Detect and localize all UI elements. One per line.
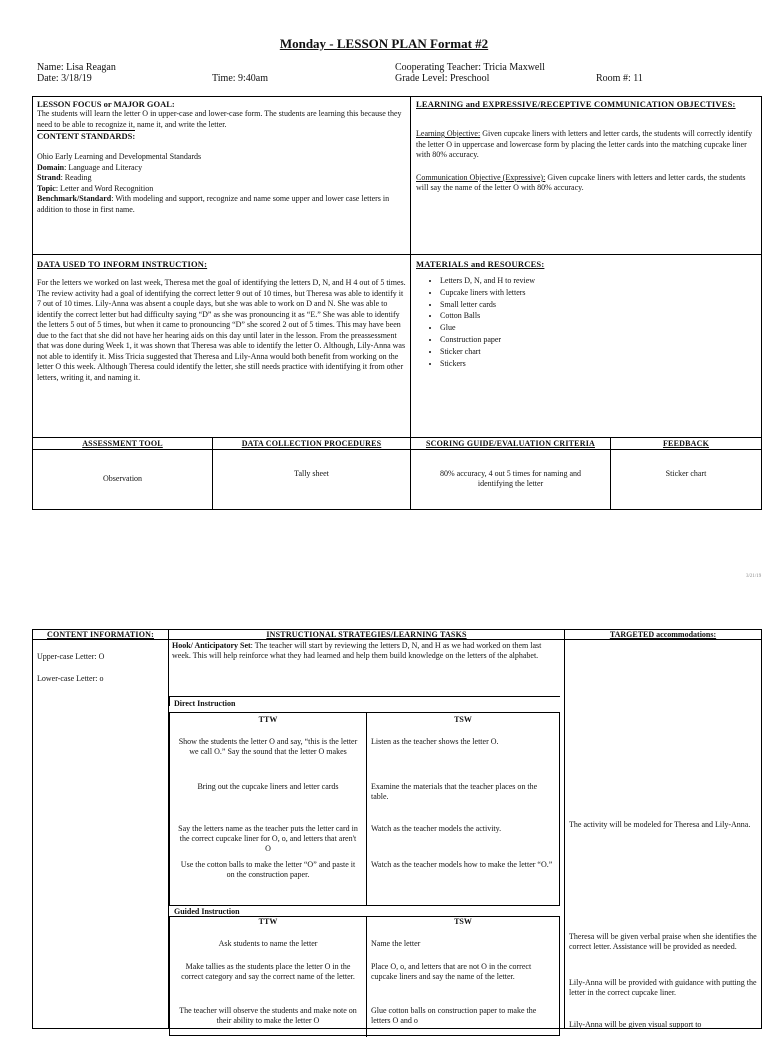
direct-instruction-label: Direct Instruction [174,699,236,708]
materials-label: MATERIALS and RESOURCES: [416,259,545,269]
lesson-time: Time: 9:40am [212,73,269,84]
targeted-accommodations-cell [564,639,762,1029]
tsw-header-guided: TSW [454,917,472,926]
content-info-header: CONTENT INFORMATION: [32,629,169,640]
direct-instruction-table [169,712,560,906]
student-name: Name: Lisa Reagan [37,62,116,73]
communication-objective: Communication Objective (Expressive): Given cupcake liners with letters and letter cards, the students will say the name of the letter O with 80% accuracy. [416,172,746,192]
objectives-label: LEARNING and EXPRESSIVE/RECEPTIVE COMMUNICATION OBJECTIVES: [416,99,736,109]
materials-box [410,254,762,438]
upper-case-letter: Upper-case Letter: O [37,652,105,661]
tsw-header: TSW [454,715,472,724]
material-item: • Glue [440,322,756,334]
data-used-box [32,254,411,438]
standards-line: Ohio Early Learning and Developmental Standards [37,152,202,161]
page-title: Monday - LESSON PLAN Format #2 [279,36,489,51]
ttw-header: TTW [258,715,278,724]
data-used-label: DATA USED TO INFORM INSTRUCTION: [37,259,208,269]
guided-instruction-table [169,916,560,1036]
tsw-direct-3: Watch as the teacher models the activity. [371,824,502,833]
standards-strand: Strand: Reading [37,173,92,182]
material-item: • Cupcake liners with letters [440,287,756,299]
material-item: • Sticker chart [440,346,756,358]
focus-standards-box [32,96,411,255]
material-item: • Cotton Balls [440,310,756,322]
material-item: • Stickers [440,358,756,370]
lesson-date: Date: 3/18/19 [37,73,92,84]
standards-benchmark: Benchmark/Standard: With modeling and support, recognize and name some upper and lower case letters in addition to those in first name. [37,194,390,214]
standards-domain: Domain: Language and Literacy [37,162,143,172]
assessment-tool-value: Observation [32,449,213,510]
cooperating-teacher: Cooperating Teacher: Tricia Maxwell [395,62,545,73]
scoring-guide-value: 80% accuracy, 4 out 5 times for naming and identifying the letter [410,449,611,510]
feedback-header: FEEDBACK [610,437,762,450]
focus-text: The students will learn the letter O in upper-case and lower-case form. The students are learning this because they need to be able to recognize it, name it, and write the letter. [37,109,402,129]
tsw-direct-2: Examine the materials that the teacher places on the table. [371,782,538,801]
guided-instruction-label: Guided Instruction [174,907,240,916]
room-number: Room #: 11 [596,73,643,84]
learning-objective: Learning Objective: Given cupcake liners with letters and letter cards, the students will correctly identify the letter O in uppercase and lowercase form by placing the letter cards into the matching cupcake liner with 80% accuracy. [416,129,753,159]
material-item: • Letters D, N, and H to review [440,275,756,287]
page-mark: 3/21/19 [746,574,762,579]
feedback-value: Sticker chart [610,449,762,510]
tsw-direct-1: Listen as the teacher shows the letter O. [371,737,499,746]
ttw-direct-4: Use the cotton balls to make the letter “O” and paste it on the construction paper. [180,860,356,879]
tsw-direct-4: Watch as the teacher models how to make the letter “O.” [371,860,553,869]
ttw-direct-3: Say the letters name as the teacher puts the letter card in the correct cupcake liner for O, o, and letters that aren't O [178,824,358,853]
materials-list [416,275,756,369]
strategies-cell [168,639,565,1029]
standards-topic: Topic: Letter and Word Recognition [37,183,154,193]
standards-label: CONTENT STANDARDS: [37,131,136,141]
ttw-guided-1: Ask students to name the letter [218,939,318,948]
objectives-box [410,96,762,255]
content-info-cell [32,639,169,1029]
tsw-guided-3: Glue cotton balls on construction paper to make the letters O and o [371,1006,537,1025]
ttw-guided-3: The teacher will observe the students and make note on their ability to make the letter O [179,1006,357,1025]
targeted-header: TARGETED accommodations: [564,629,762,640]
ttw-guided-2: Make tallies as the students place the letter O in the correct category and say the correct name of the letter. [181,962,355,981]
data-collection-header: DATA COLLECTION PROCEDURES [212,437,411,450]
scoring-guide-header: SCORING GUIDE/EVALUATION CRITERIA [410,437,611,450]
material-item: • Small letter cards [440,299,756,311]
focus-label: LESSON FOCUS or MAJOR GOAL: [37,99,175,109]
data-used-text: For the letters we worked on last week, Theresa met the goal of identifying the letters D, N, and H 4 out of 5 times. The review activity had a goal of identifying the correct letter 9 out of 10 times, but Theresa was able to identify it 7 out of 10 times. Lily-Anna was absent a couple days, but she was able to work on D and N. She was able to identify the correct letter but had difficulty saying “D” as she was pronouncing it as “E.” She was able to identify the letters 5 out of 5 times, but when it came to pronouncing “D” she scored 2 out of 5 times. This may have been due to the fact that she did not have her hearing aids on this day until later in the lesson. From the preassessment that was done during Week 1, it was shown that Theresa was able to identify the letter O. Although, Lily-Anna was not able to identify it. Miss Tricia suggested that Theresa and Lily-Anna would both benefit from working on the letter O this week. Although Theresa could identify the letter, she still needs practice with identifying it from other letters, writing it, and naming it. [37,278,406,382]
lower-case-letter: Lower-case Letter: o [37,674,104,683]
data-collection-value: Tally sheet [212,449,411,510]
accommodation-2: Theresa will be given verbal praise when she identifies the correct letter. Assistance will be provided as needed. [569,932,757,951]
grade-level: Grade Level: Preschool [395,73,490,84]
tsw-guided-1: Name the letter [371,939,421,948]
ttw-header-guided: TTW [258,917,278,926]
material-item: • Construction paper [440,334,756,346]
strategies-header: INSTRUCTIONAL STRATEGIES/LEARNING TASKS [168,629,565,640]
ttw-direct-1: Show the students the letter O and say, “this is the letter we call O.” Say the sound that the letter O makes [178,737,358,756]
assessment-tool-header: ASSESSMENT TOOL [32,437,213,450]
tsw-guided-2: Place O, o, and letters that are not O in the correct cupcake liners and say the name of the letter. [371,962,532,981]
accommodation-1: The activity will be modeled for Theresa and Lily-Anna. [569,820,751,829]
accommodation-3: Lily-Anna will be provided with guidance with putting the letter in the correct cupcake liner. [569,978,757,997]
hook-text: Hook/ Anticipatory Set: The teacher will start by reviewing the letters D, N, and H as we had worked on them last week. This will help reinforce what they had learned and help them build knowledge on the letters of the alphabet. [172,641,542,660]
ttw-direct-2: Bring out the cupcake liners and letter cards [197,782,339,791]
accommodation-4: Lily-Anna will be given visual support to [569,1020,702,1029]
